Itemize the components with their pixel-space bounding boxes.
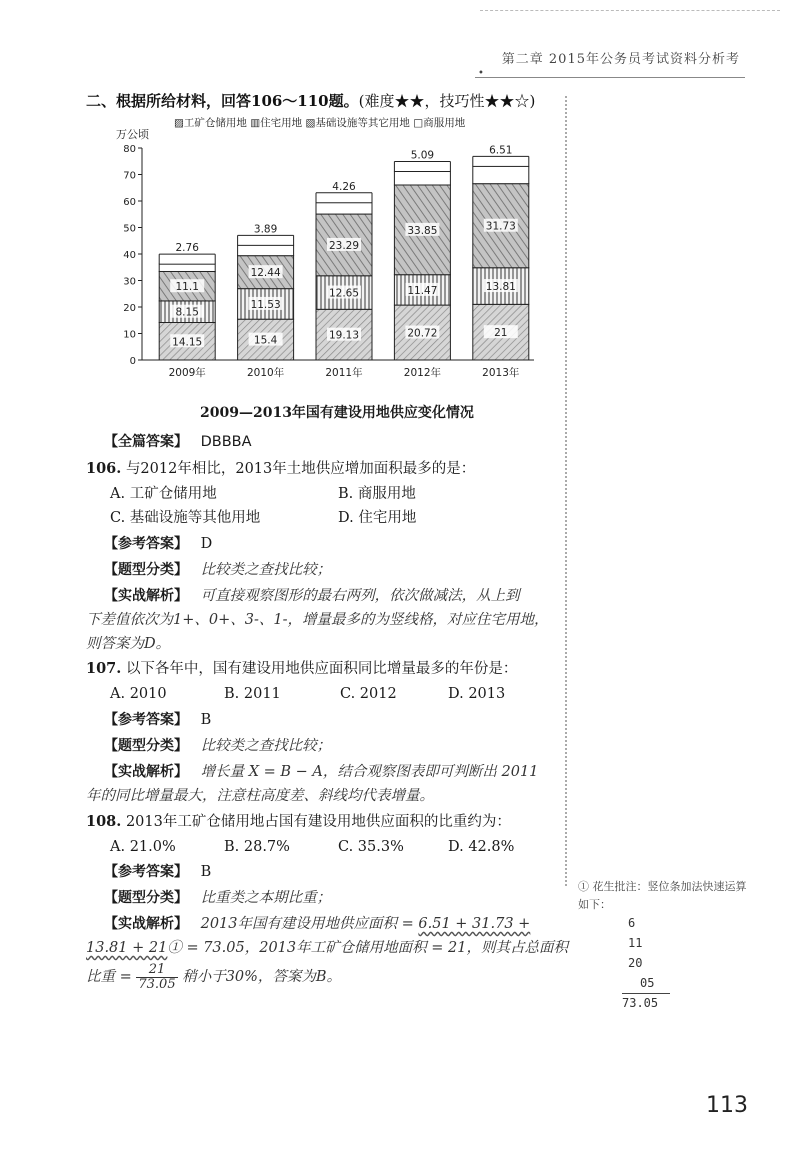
q107-question-type [104, 736, 331, 756]
value-label: 33.85 [407, 224, 438, 237]
section-heading [86, 90, 535, 111]
q106-analysis [104, 586, 520, 606]
y-tick-label: 50 [123, 223, 136, 235]
y-tick-label: 80 [123, 144, 136, 155]
q106-option-b: B. 商服用地 [338, 486, 416, 502]
q108-ref-value: B [200, 864, 212, 880]
margin-divider [565, 96, 567, 886]
top-rule [480, 10, 780, 11]
value-label: 5.09 [410, 149, 435, 162]
q108-reference-answer [104, 862, 211, 882]
q107-text: 以下各年中，国有建设用地供应面积同比增量最多的年份是： [125, 661, 518, 677]
full-answer [104, 432, 252, 452]
q107-reference-answer [104, 710, 211, 730]
calc-line-2: 11 [628, 936, 643, 950]
q106-text: 与2012年相比，2013年土地供应增加面积最多的是： [125, 461, 476, 477]
x-tick-labels [169, 366, 520, 379]
q108-analysis-line3a: 比重 = [86, 969, 137, 985]
q106-type-value: 比较类之查找比较； [200, 562, 332, 578]
y-tick-label: 60 [123, 197, 136, 208]
section-heading-main: 二、根据所给材料，回答106～110题。 [86, 92, 359, 110]
value-label: 12.65 [328, 287, 360, 300]
q108-type-label: 【题型分类】 [104, 890, 188, 906]
q108-stem [86, 812, 511, 832]
q106-ref-value: D [200, 536, 213, 552]
value-label: 4.26 [332, 180, 356, 193]
q107-option-d: D. 2013 [448, 686, 506, 702]
q106-ref-label: 【参考答案】 [104, 536, 188, 552]
q107-stem [86, 659, 517, 679]
q108-analysis-line2 [86, 938, 568, 958]
value-label: 13.81 [485, 281, 516, 294]
page-number: 113 [706, 1093, 748, 1118]
q106-analysis-line2: 下差值依次为1+、0+、3-、1-，增量最多的为竖线格，对应住宅用地， [86, 612, 549, 628]
calc-line-3: 20 [628, 956, 643, 970]
bar-segment [238, 245, 294, 255]
value-label: 12.44 [250, 267, 281, 280]
calc-result: 73.05 [622, 996, 659, 1010]
value-label: 20.72 [407, 327, 438, 340]
running-header: 第二章 2015年公务员考试资料分析考 [501, 52, 740, 67]
q106-analysis-line1: 可直接观察图形的最右两列，依次做减法，从上到 [200, 588, 520, 604]
calc-rule [622, 993, 670, 994]
full-answer-value: DBBBA [200, 434, 252, 450]
q108-analysis-line2b: ① = 73.05，2013年工矿仓储用地面积 = 21，则其占总面积 [167, 940, 568, 956]
value-label: 23.29 [328, 239, 360, 252]
x-tick-label: 2011年 [325, 367, 363, 379]
fraction-numerator: 21 [136, 963, 177, 978]
q108-analysis-line1b: 6.51 + 31.73 + [418, 916, 531, 932]
x-tick-label: 2010年 [246, 367, 285, 379]
q107-ref-value: B [200, 712, 212, 728]
q107-analysis-line1: 增长量 X = B − A，结合观察图表即可判断出 2011 [200, 764, 539, 780]
y-tick-label: 40 [123, 250, 136, 261]
y-tick-label: 0 [129, 356, 136, 367]
q107-type-label: 【题型分类】 [104, 738, 188, 754]
header-rule [475, 77, 745, 78]
stacked-bar-chart [108, 110, 548, 402]
x-tick-label: 2009年 [168, 367, 206, 379]
q106-stem [86, 459, 475, 479]
q106-option-a: A. 工矿仓储用地 [110, 486, 217, 502]
header-dot: • [478, 68, 484, 79]
q106-type-label: 【题型分类】 [104, 562, 188, 578]
q107-analysis [104, 762, 538, 782]
full-answer-label: 【全篇答案】 [104, 434, 188, 450]
value-label: 2.76 [175, 242, 199, 255]
q108-fraction [136, 963, 177, 992]
value-label: 21 [494, 327, 508, 340]
q108-analysis-line2a: 13.81 + 21 [86, 940, 168, 956]
value-label: 11.47 [407, 284, 438, 297]
y-tick-label: 30 [123, 276, 136, 288]
q107-type-value: 比较类之查找比较； [200, 738, 332, 754]
q106-option-c: C. 基础设施等其他用地 [110, 510, 261, 526]
value-label: 19.13 [328, 329, 360, 342]
q108-text: 2013年工矿仓储用地占国有建设用地供应面积的比重约为： [125, 814, 511, 830]
q108-option-d: D. 42.8% [448, 839, 515, 855]
q106-analysis-line3: 则答案为D。 [86, 636, 171, 652]
y-axis-label: 万公顷 [116, 128, 149, 141]
y-tick-label: 20 [123, 303, 136, 314]
q107-analysis-line2: 年的同比增量最大，注意柱高度差、斜线均代表增量。 [86, 788, 434, 804]
chart-legend: ▨工矿仓储用地 ▥住宅用地 ▧基础设施等其它用地 □商服用地 [174, 117, 466, 129]
q106-option-d: D. 住宅用地 [338, 510, 417, 526]
bar-segment [473, 166, 529, 183]
value-label: 8.15 [175, 306, 199, 319]
q107-ref-label: 【参考答案】 [104, 712, 188, 728]
q108-number: 108. [86, 813, 122, 830]
y-tick-label: 70 [123, 170, 136, 182]
calc-line-1: 6 [628, 916, 636, 930]
q106-reference-answer [104, 534, 212, 554]
chart-bars [159, 144, 529, 360]
fraction-denominator: 73.05 [138, 976, 176, 992]
x-tick-label: 2013年 [482, 367, 520, 379]
chart-title: 2009—2013年国有建设用地供应变化情况 [200, 405, 474, 421]
q107-option-b: B. 2011 [224, 686, 281, 702]
value-label: 31.73 [485, 220, 516, 233]
value-label: 15.4 [253, 334, 278, 347]
q107-analysis-label: 【实战解析】 [104, 764, 188, 780]
q106-analysis-label: 【实战解析】 [104, 588, 188, 604]
side-note: ① 花生批注：竖位条加法快速运算如下： [578, 880, 747, 911]
q107-number: 107. [86, 660, 122, 677]
calc-line-4: 05 [640, 976, 655, 990]
q108-analysis-line3 [86, 962, 341, 992]
q108-analysis-label: 【实战解析】 [104, 916, 188, 932]
x-tick-label: 2012年 [403, 367, 442, 379]
value-label: 3.89 [253, 223, 278, 236]
value-label: 11.53 [250, 298, 281, 311]
bar-segment [394, 172, 450, 185]
value-label: 14.15 [172, 336, 203, 349]
q108-type-value: 比重类之本期比重； [200, 890, 332, 906]
q106-question-type [104, 560, 331, 580]
q108-ref-label: 【参考答案】 [104, 864, 188, 880]
bar-segment [159, 264, 215, 271]
q106-number: 106. [86, 460, 122, 477]
value-label: 6.51 [489, 144, 513, 157]
q108-option-c: C. 35.3% [338, 839, 404, 855]
q108-analysis-line3b: 稍小于30%，答案为B。 [177, 969, 342, 985]
q108-analysis-line1a: 2013年国有建设用地供应面积 = [200, 916, 419, 932]
y-tick-label: 10 [123, 329, 136, 341]
q108-option-a: A. 21.0% [110, 839, 176, 855]
q108-analysis [104, 914, 530, 934]
bar-segment [316, 203, 372, 214]
q108-question-type [104, 888, 331, 908]
q107-option-c: C. 2012 [340, 686, 397, 702]
value-label: 11.1 [175, 281, 199, 294]
difficulty-rating: (难度★★，技巧性★★☆) [358, 92, 536, 110]
q108-option-b: B. 28.7% [224, 839, 290, 855]
q107-option-a: A. 2010 [110, 686, 167, 702]
